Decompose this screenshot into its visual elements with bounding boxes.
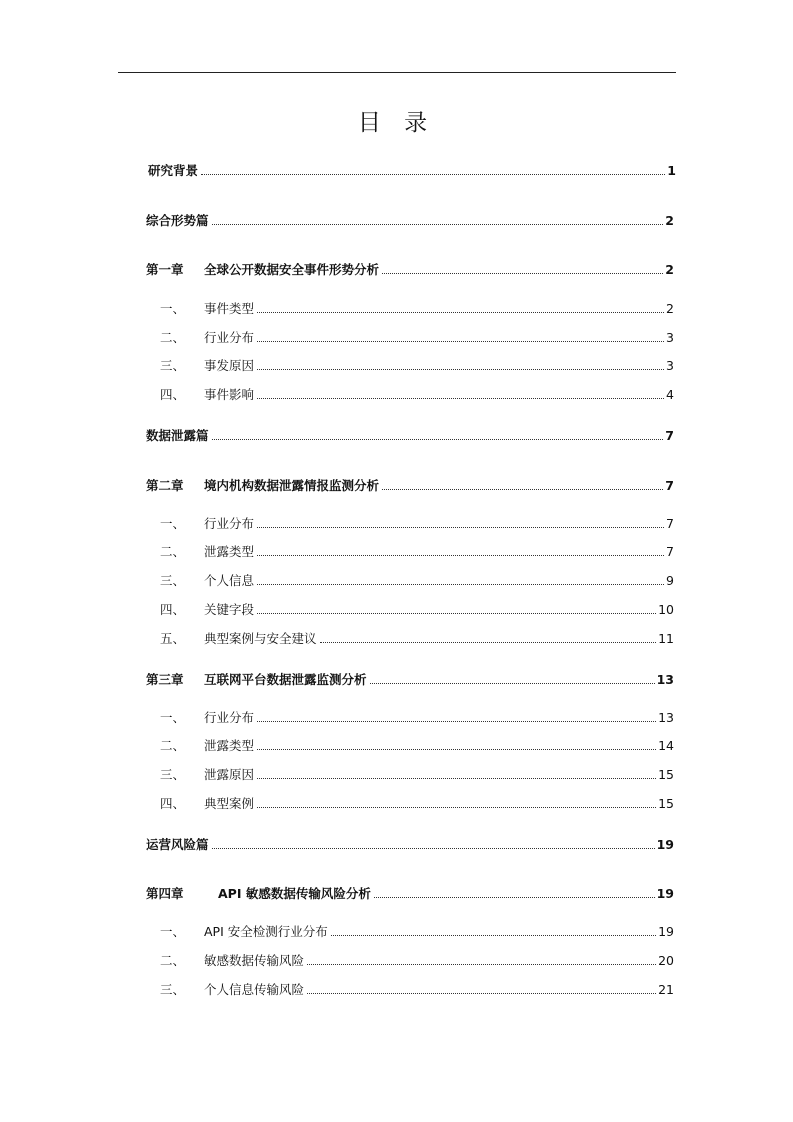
toc-entry[interactable] <box>146 765 674 783</box>
toc-entry-label: 个人信息 <box>204 573 255 588</box>
toc-entry-label: 事件类型 <box>204 301 255 316</box>
toc-entry[interactable] <box>146 211 674 229</box>
toc-entry-label: 数据泄露篇 <box>146 428 209 443</box>
toc-entry-number: 二、 <box>160 953 186 968</box>
dot-leader <box>257 369 664 370</box>
toc-entry-label: 泄露类型 <box>204 544 255 559</box>
toc-entry-number: 二、 <box>160 544 186 559</box>
toc-entry-number: 二、 <box>160 738 186 753</box>
toc-entry[interactable] <box>146 884 674 902</box>
dot-leader <box>257 398 664 399</box>
toc-entry-page: 2 <box>666 301 674 316</box>
toc-entry[interactable] <box>146 922 674 940</box>
dot-leader <box>257 312 664 313</box>
toc-entry-page: 19 <box>658 924 674 939</box>
toc-entry-page: 13 <box>656 672 674 687</box>
toc-entry-number: 四、 <box>160 796 186 811</box>
toc-entry-page: 2 <box>665 262 674 277</box>
toc-entry[interactable] <box>146 670 674 688</box>
toc-entry-number: 第一章 <box>146 262 184 277</box>
toc-entry-page: 10 <box>658 602 674 617</box>
toc-entry-number: 第三章 <box>146 672 184 687</box>
dot-leader <box>257 749 656 750</box>
dot-leader <box>331 935 656 936</box>
dot-leader <box>307 993 656 994</box>
toc-entry-page: 7 <box>665 478 674 493</box>
toc-entry-label: 泄露原因 <box>204 767 255 782</box>
toc-entry-number: 第四章 <box>146 886 184 901</box>
dot-leader <box>257 778 656 779</box>
dot-leader <box>257 555 664 556</box>
dot-leader <box>382 489 663 490</box>
toc-entry-page: 9 <box>666 573 674 588</box>
toc-entry[interactable] <box>146 426 674 444</box>
toc-entry-page: 15 <box>658 796 674 811</box>
dot-leader <box>257 807 656 808</box>
toc-entry-page: 3 <box>666 330 674 345</box>
dot-leader <box>257 721 656 722</box>
toc-entry[interactable] <box>146 385 674 403</box>
toc-entry-number: 一、 <box>160 516 186 531</box>
toc-entry-label: 运营风险篇 <box>146 837 209 852</box>
toc-entry-page: 14 <box>658 738 674 753</box>
toc-entry-number: 二、 <box>160 330 186 345</box>
toc-entry[interactable] <box>146 835 674 853</box>
toc-entry-label: 互联网平台数据泄露监测分析 <box>204 672 367 687</box>
toc-entry[interactable] <box>146 629 674 647</box>
toc-entry-label: 事件影响 <box>204 387 255 402</box>
toc-entry-label: 泄露类型 <box>204 738 255 753</box>
dot-leader <box>370 683 655 684</box>
toc-entry-number: 三、 <box>160 573 186 588</box>
dot-leader <box>212 224 664 225</box>
toc-entry-page: 19 <box>656 886 674 901</box>
toc-entry-label: 行业分布 <box>204 330 255 345</box>
dot-leader <box>257 584 664 585</box>
toc-entry-label: API 敏感数据传输风险分析 <box>218 886 371 901</box>
toc-entry[interactable] <box>146 542 674 560</box>
dot-leader <box>382 273 663 274</box>
toc-entry-page: 7 <box>666 516 674 531</box>
toc-entry-label: 事发原因 <box>204 358 255 373</box>
toc-entry[interactable] <box>146 299 674 317</box>
dot-leader <box>201 174 665 175</box>
toc-entry-number: 一、 <box>160 924 186 939</box>
page-title: 目 录 <box>357 110 436 136</box>
toc-entry[interactable] <box>146 476 674 494</box>
toc-entry[interactable] <box>146 980 674 998</box>
toc-entry-label: 境内机构数据泄露情报监测分析 <box>204 478 380 493</box>
dot-leader <box>320 642 657 643</box>
dot-leader <box>257 341 664 342</box>
toc-entry[interactable] <box>146 356 674 374</box>
toc-entry[interactable] <box>146 260 674 278</box>
toc-entry-page: 7 <box>665 428 674 443</box>
toc-entry-number: 三、 <box>160 358 186 373</box>
toc-entry-label: 行业分布 <box>204 516 255 531</box>
dot-leader <box>257 527 664 528</box>
toc-entry[interactable] <box>146 571 674 589</box>
toc-entry-page: 7 <box>666 544 674 559</box>
dot-leader <box>307 964 656 965</box>
toc-entry-number: 四、 <box>160 602 186 617</box>
toc-entry-page: 13 <box>658 710 674 725</box>
dot-leader <box>257 613 656 614</box>
toc-entry-page: 3 <box>666 358 674 373</box>
header-rule <box>118 72 676 73</box>
toc-entry-label: 行业分布 <box>204 710 255 725</box>
toc-entry-page: 11 <box>658 631 674 646</box>
toc-entry-label: 个人信息传输风险 <box>204 982 305 997</box>
toc-entry-page: 15 <box>658 767 674 782</box>
toc-entry-number: 第二章 <box>146 478 184 493</box>
toc-entry[interactable] <box>146 736 674 754</box>
toc-entry-page: 4 <box>666 387 674 402</box>
toc-entry[interactable] <box>146 328 674 346</box>
toc-entry-label: 敏感数据传输风险 <box>204 953 305 968</box>
dot-leader <box>212 848 655 849</box>
toc-entry-number: 三、 <box>160 982 186 997</box>
toc-entry-page: 20 <box>658 953 674 968</box>
toc-entry-label: 研究背景 <box>148 163 199 178</box>
toc-entry-label: 全球公开数据安全事件形势分析 <box>204 262 380 277</box>
toc-entry-number: 四、 <box>160 387 186 402</box>
toc-entry[interactable] <box>146 514 674 532</box>
toc-entry-number: 一、 <box>160 710 186 725</box>
toc-entry-number: 三、 <box>160 767 186 782</box>
toc-entry-label: 综合形势篇 <box>146 213 209 228</box>
toc-entry[interactable] <box>146 600 674 618</box>
toc-entry[interactable] <box>148 161 676 179</box>
toc-entry-label: API 安全检测行业分布 <box>204 924 328 939</box>
dot-leader <box>374 897 655 898</box>
toc-entry-label: 关键字段 <box>204 602 255 617</box>
toc-entry-label: 典型案例 <box>204 796 255 811</box>
toc-entry-page: 19 <box>656 837 674 852</box>
toc-entry-page: 2 <box>665 213 674 228</box>
toc-entry-page: 21 <box>658 982 674 997</box>
toc-entry-label: 典型案例与安全建议 <box>204 631 317 646</box>
toc-entry[interactable] <box>146 708 674 726</box>
toc-entry[interactable] <box>146 794 674 812</box>
toc-entry-number: 一、 <box>160 301 186 316</box>
toc-entry[interactable] <box>146 951 674 969</box>
dot-leader <box>212 439 664 440</box>
toc-entry-page: 1 <box>667 163 676 178</box>
toc-entry-number: 五、 <box>160 631 186 646</box>
